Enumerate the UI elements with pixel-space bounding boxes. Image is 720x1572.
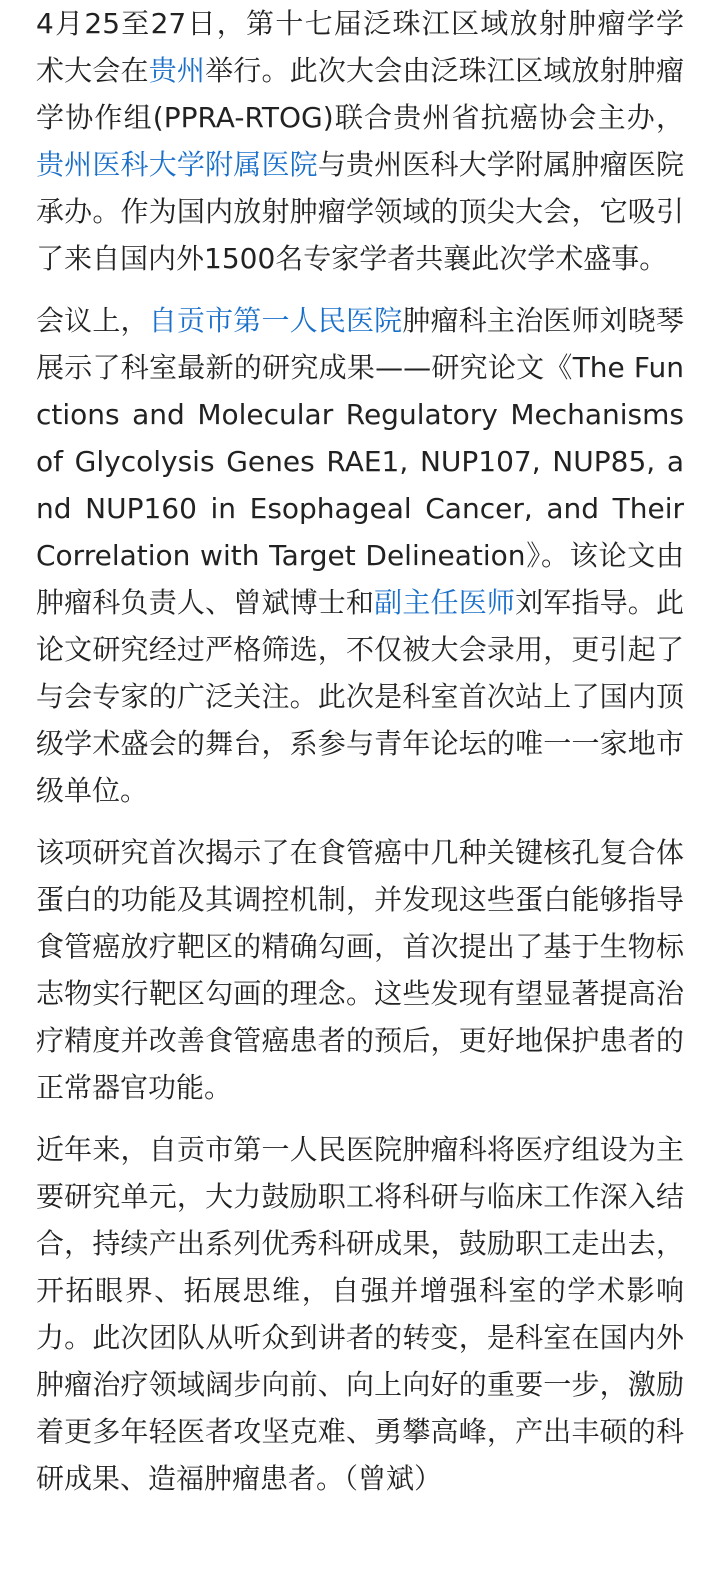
link-zigong-first-peoples-hospital[interactable]: 自贡市第一人民医院 [148,304,403,337]
paragraph-text: 该项研究首次揭示了在食管癌中几种关键核孔复合体蛋白的功能及其调控机制，并发现这些蛋白能够指导食管癌放疗靶区的精确勾画，首次提出了基于生物标志物实行靶区勾画的理念。这些发现有望显著提高治疗精度并改善食管癌患者的预后，更好地保护患者的正常器官功能。 [36,836,684,1104]
paragraph-text: 4月25至27日，第十七届泛珠江区域放射肿瘤学学术大会在 [36,7,684,87]
paragraph-text: 会议上， [36,304,149,337]
link-guizhou-medical-affiliated-hospital[interactable]: 贵州医科大学附属医院 [36,148,318,181]
paragraph-text: 近年来，自贡市第一人民医院肿瘤科将医疗组设为主要研究单元，大力鼓励职工将科研与临床工作深入结合，持续产出系列优秀科研成果，鼓励职工走出去，开拓眼界、拓展思维，自强并增强科室的学术影响力。此次团队从听众到讲者的转变，是科室在国内外肿瘤治疗领域阔步向前、向上向好的重要一步，激励着更多年轻医者攻坚克难、勇攀高峰，产出丰硕的科研成果、造福肿瘤患者。（曾斌） [36,1133,684,1495]
link-associate-chief-physician[interactable]: 副主任医师 [374,586,516,619]
paragraph-conference-intro [36,0,684,282]
paragraph-research-presentation [36,297,684,814]
paragraph-department-development [36,1126,684,1502]
paragraph-text: 与贵州医科大学附属肿瘤医院承办。作为国内放射肿瘤学领域的顶尖大会，它吸引了来自国内外1500名专家学者共襄此次学术盛事。 [36,148,684,275]
paragraph-research-findings [36,829,684,1111]
paragraph-text: 举行。此次大会由泛珠江区域放射肿瘤学协作组(PPRA-RTOG)联合贵州省抗癌协会主办， [36,54,684,134]
paragraph-text: 肿瘤科主治医师刘晓琴展示了科室最新的研究成果——研究论文《The Functions and Molecular Regulatory Mechanisms of Glycolysis Genes RAE1, NUP107, NUP85, and NUP160 in Esophageal Cancer, and Their Correlation with Target Delineation》。该论文由肿瘤科负责人、曾斌博士和 [36,304,684,619]
link-guizhou[interactable]: 贵州 [148,54,206,87]
paragraph-text: 刘军指导。此论文研究经过严格筛选，不仅被大会录用，更引起了与会专家的广泛关注。此次是科室首次站上了国内顶级学术盛会的舞台，系参与青年论坛的唯一一家地市级单位。 [36,586,684,807]
